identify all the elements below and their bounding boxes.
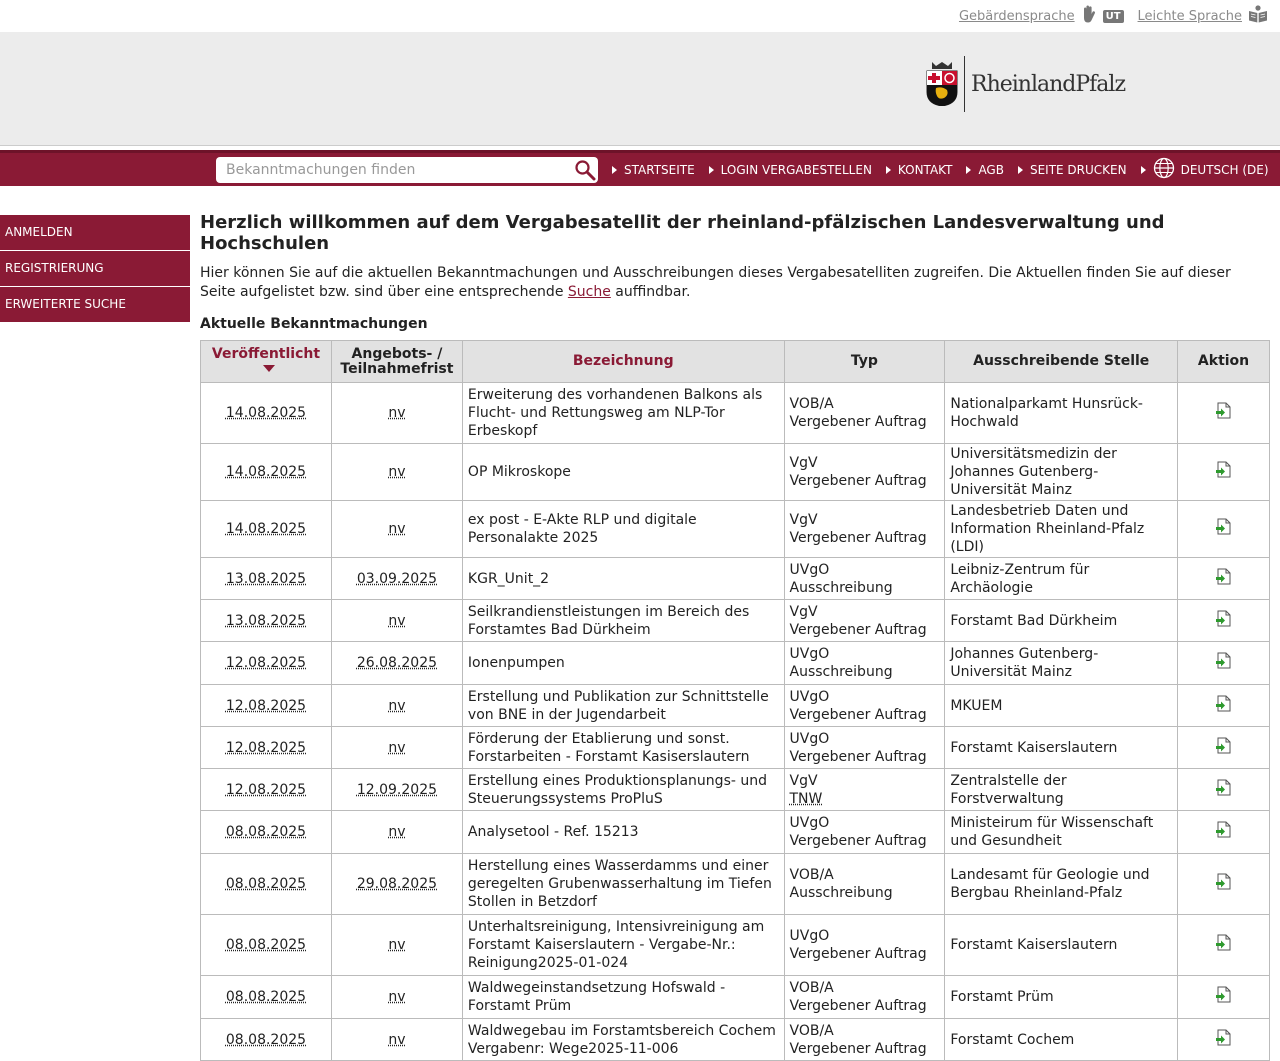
open-document-icon[interactable] (1215, 779, 1232, 801)
cell-deadline (331, 501, 462, 558)
cell-type (784, 444, 945, 501)
cell-deadline (331, 976, 462, 1019)
procedure-type: UVgO (789, 928, 830, 944)
procedure-status: Vergebener Auftrag (789, 621, 927, 638)
cell-published (201, 769, 332, 811)
cell-authority: Universitätsmedizin der Johannes Gutenberg-Universität Mainz (945, 444, 1178, 501)
column-header-type[interactable]: Typ (784, 341, 945, 383)
published-date: 08.08.2025 (225, 937, 307, 953)
procedure-type: VOB/A (789, 396, 834, 412)
logo-text: RheinlandPfalz (971, 71, 1126, 97)
hand-icon (1081, 5, 1097, 27)
deadline-date: 12.09.2025 (356, 781, 438, 798)
cell-deadline (331, 854, 462, 915)
cell-type (784, 915, 945, 976)
main-navbar (0, 150, 1280, 186)
cell-action (1178, 685, 1270, 727)
nav-links (612, 153, 1280, 186)
logo-divider (964, 56, 965, 112)
main-content (200, 212, 1270, 1061)
cell-authority: Nationalparkamt Hunsrück-Hochwald (945, 383, 1178, 444)
cell-published (201, 501, 332, 558)
cell-title[interactable]: Unterhaltsreinigung, Intensivreinigung am Forstamt Kaiserslautern - Vergabe-Nr.: Reinigung2025-01-024 (462, 915, 784, 976)
table-header-row (201, 341, 1270, 383)
cell-action (1178, 769, 1270, 811)
procedure-type: UVgO (789, 730, 830, 747)
cell-action (1178, 600, 1270, 642)
cell-action (1178, 501, 1270, 558)
procedure-status: Vergebener Auftrag (789, 748, 927, 765)
table-row (201, 685, 1270, 727)
cell-action (1178, 811, 1270, 854)
deadline-date: nv (388, 937, 406, 953)
procedure-type: VgV (789, 603, 818, 620)
search-link[interactable]: Suche (567, 284, 611, 300)
table-row (201, 600, 1270, 642)
published-date: 08.08.2025 (225, 989, 307, 1005)
globe-icon (1153, 157, 1175, 182)
cell-deadline (331, 1019, 462, 1061)
published-date: 08.08.2025 (225, 824, 307, 840)
cell-deadline (331, 444, 462, 501)
procedure-status: Vergebener Auftrag (789, 946, 927, 962)
cell-type (784, 685, 945, 727)
deadline-date: nv (388, 697, 406, 714)
open-document-icon[interactable] (1215, 518, 1232, 540)
cell-published (201, 915, 332, 976)
arrow-right-icon (1141, 166, 1146, 174)
cell-authority: Landesbetrieb Daten und Information Rheinland-Pfalz (LDI) (945, 501, 1178, 558)
cell-published (201, 600, 332, 642)
arrow-right-icon (612, 166, 617, 174)
sort-desc-icon (263, 365, 275, 372)
cell-action (1178, 727, 1270, 769)
procedure-type: VgV (789, 772, 818, 789)
deadline-date: 29.08.2025 (356, 876, 438, 892)
published-date: 14.08.2025 (225, 405, 307, 421)
cell-title[interactable]: KGR_Unit_2 (462, 558, 784, 600)
cell-action (1178, 976, 1270, 1019)
cell-action (1178, 854, 1270, 915)
cell-deadline (331, 727, 462, 769)
sign-language-link-group[interactable] (959, 5, 1124, 27)
coat-of-arms-icon (926, 62, 958, 106)
search-box (216, 157, 598, 183)
nav-item-login[interactable]: LOGIN VERGABESTELLEN (709, 163, 872, 177)
cell-authority: Forstamt Prüm (945, 976, 1178, 1019)
cell-authority: Forstamt Kaiserslautern (945, 727, 1178, 769)
procedure-type: VOB/A (789, 867, 834, 883)
cell-type (784, 1019, 945, 1061)
open-document-icon[interactable] (1215, 821, 1232, 843)
cell-title[interactable]: Waldwegebau im Forstamtsbereich Cochem Vergabenr: Wege2025-11-006 (462, 1019, 784, 1061)
procedure-status: Vergebener Auftrag (789, 1040, 927, 1057)
section-title: Aktuelle Bekanntmachungen (200, 316, 428, 332)
cell-title[interactable]: Analysetool - Ref. 15213 (462, 811, 784, 854)
table-row (201, 976, 1270, 1019)
table-row (201, 727, 1270, 769)
utility-bar (0, 0, 1280, 32)
deadline-date: nv (388, 464, 406, 480)
cell-title[interactable]: Waldwegeinstandsetzung Hofswald - Forstamt Prüm (462, 976, 784, 1019)
site-logo[interactable] (926, 56, 1125, 112)
cell-title[interactable]: Ionenpumpen (462, 642, 784, 685)
cell-action (1178, 444, 1270, 501)
column-header-action: Aktion (1178, 341, 1270, 383)
procedure-status: Vergebener Auftrag (789, 998, 927, 1014)
open-document-icon[interactable] (1215, 652, 1232, 674)
cell-authority: Forstamt Kaiserslautern (945, 915, 1178, 976)
procedure-status: Vergebener Auftrag (789, 414, 927, 430)
cell-title[interactable]: OP Mikroskope (462, 444, 784, 501)
deadline-date: nv (388, 1031, 406, 1048)
published-date: 12.08.2025 (225, 781, 307, 798)
published-date: 13.08.2025 (225, 570, 307, 587)
published-date: 12.08.2025 (225, 655, 307, 671)
cell-title[interactable]: Erstellung eines Produktionsplanungs- und Steuerungssystems ProPluS (462, 769, 784, 811)
cell-action (1178, 383, 1270, 444)
procedure-type: UVgO (789, 561, 830, 578)
cell-action (1178, 558, 1270, 600)
open-document-icon[interactable] (1215, 1029, 1232, 1051)
cell-type (784, 727, 945, 769)
open-document-icon[interactable] (1215, 695, 1232, 717)
easy-language-link[interactable]: Leichte Sprache (1137, 8, 1242, 24)
cell-type (784, 642, 945, 685)
open-document-icon[interactable] (1215, 737, 1232, 759)
site-header (0, 32, 1280, 146)
cell-published (201, 976, 332, 1019)
open-document-icon[interactable] (1215, 986, 1232, 1008)
cell-action (1178, 642, 1270, 685)
cell-published (201, 558, 332, 600)
table-row (201, 444, 1270, 501)
open-document-icon[interactable] (1215, 402, 1232, 424)
table-row (201, 1019, 1270, 1061)
language-selector[interactable]: DEUTSCH (DE) (1141, 157, 1280, 182)
procedure-type: UVgO (789, 688, 830, 705)
cell-type (784, 558, 945, 600)
table-row (201, 501, 1270, 558)
cell-published (201, 642, 332, 685)
open-document-icon[interactable] (1215, 873, 1232, 895)
cell-title[interactable]: ex post - E-Akte RLP und digitale Personalakte 2025 (462, 501, 784, 558)
cell-title[interactable]: Förderung der Etablierung und sonst. Forstarbeiten - Forstamt Kasiserslautern (462, 727, 784, 769)
cell-deadline (331, 383, 462, 444)
cell-authority: Landesamt für Geologie und Bergbau Rheinland-Pfalz (945, 854, 1178, 915)
deadline-date: nv (388, 824, 406, 840)
cell-type (784, 600, 945, 642)
cell-deadline (331, 685, 462, 727)
cell-title[interactable]: Seilkrandienstleistungen im Bereich des Forstamtes Bad Dürkheim (462, 600, 784, 642)
announcements-table (200, 340, 1270, 1061)
procedure-type: VgV (789, 455, 818, 471)
cell-deadline (331, 642, 462, 685)
nav-item-kontakt[interactable]: KONTAKT (886, 163, 953, 177)
cell-published (201, 444, 332, 501)
procedure-type: VOB/A (789, 980, 834, 996)
cell-authority: Johannes Gutenberg-Universität Mainz (945, 642, 1178, 685)
cell-deadline (331, 558, 462, 600)
cell-authority: Forstamt Cochem (945, 1019, 1178, 1061)
cell-authority: MKUEM (945, 685, 1178, 727)
cell-type (784, 383, 945, 444)
nav-item-startseite[interactable]: STARTSEITE (612, 163, 695, 177)
sign-language-link[interactable]: Gebärdensprache (958, 8, 1075, 24)
cell-type (784, 501, 945, 558)
cell-published (201, 1019, 332, 1061)
deadline-date: 26.08.2025 (356, 655, 438, 671)
cell-authority: Forstamt Bad Dürkheim (945, 600, 1178, 642)
cell-type (784, 976, 945, 1019)
column-header-authority[interactable]: Ausschreibende Stelle (945, 341, 1178, 383)
sidebar-item-anmelden[interactable]: ANMELDEN (0, 215, 190, 250)
cell-published (201, 854, 332, 915)
deadline-date: nv (388, 989, 406, 1005)
procedure-status: Ausschreibung (789, 579, 893, 596)
cell-title[interactable]: Erweiterung des vorhandenen Balkons als Flucht- und Rettungsweg am NLP-Tor Erbeskopf (462, 383, 784, 444)
cell-action (1178, 1019, 1270, 1061)
published-date: 08.08.2025 (225, 1031, 307, 1048)
table-row (201, 769, 1270, 811)
cell-type (784, 854, 945, 915)
arrow-right-icon (1018, 166, 1023, 174)
deadline-date: 03.09.2025 (356, 570, 438, 587)
procedure-type: VOB/A (789, 1022, 834, 1039)
procedure-status: Vergebener Auftrag (789, 706, 927, 723)
procedure-type: UVgO (789, 815, 830, 831)
open-document-icon[interactable] (1215, 461, 1232, 483)
cell-authority: Ministeirum für Wissenschaft und Gesundheit (945, 811, 1178, 854)
nav-item-print[interactable]: SEITE DRUCKEN (1018, 163, 1127, 177)
cell-published (201, 727, 332, 769)
deadline-date: nv (388, 405, 406, 421)
sidebar (0, 215, 190, 323)
sidebar-item-registrierung[interactable]: REGISTRIERUNG (0, 251, 190, 286)
cell-deadline (331, 811, 462, 854)
published-date: 12.08.2025 (225, 697, 307, 714)
cell-action (1178, 915, 1270, 976)
column-header-published[interactable]: Veröffentlicht (201, 341, 332, 383)
deadline-date: nv (388, 612, 406, 629)
search-input[interactable] (216, 158, 572, 182)
table-row (201, 383, 1270, 444)
published-date: 13.08.2025 (225, 612, 307, 629)
arrow-right-icon (966, 166, 971, 174)
ut-badge: UT (1103, 10, 1124, 23)
cell-published (201, 685, 332, 727)
published-date: 14.08.2025 (225, 521, 307, 537)
table-row (201, 811, 1270, 854)
procedure-status: TNW (789, 790, 823, 807)
sidebar-item-erweiterte-suche[interactable]: ERWEITERTE SUCHE (0, 287, 190, 322)
published-date: 12.08.2025 (225, 739, 307, 756)
procedure-type: VgV (789, 512, 818, 528)
book-reader-icon (1248, 5, 1268, 27)
procedure-status: Vergebener Auftrag (789, 473, 927, 489)
column-header-deadline[interactable]: Angebots- / Teilnahmefrist (331, 341, 462, 383)
deadline-date: nv (388, 739, 406, 756)
table-row (201, 854, 1270, 915)
cell-type (784, 811, 945, 854)
open-document-icon[interactable] (1215, 568, 1232, 590)
cell-title[interactable]: Herstellung eines Wasserdamms und einer geregelten Grubenwasserhaltung im Tiefen Stollen in Betzdorf (462, 854, 784, 915)
table-row (201, 915, 1270, 976)
published-date: 08.08.2025 (225, 876, 307, 892)
column-header-title[interactable]: Bezeichnung (462, 341, 784, 383)
published-date: 14.08.2025 (225, 464, 307, 480)
table-row (201, 558, 1270, 600)
cell-title[interactable]: Erstellung und Publikation zur Schnittstelle von BNE in der Jugendarbeit (462, 685, 784, 727)
table-row (201, 642, 1270, 685)
procedure-status: Vergebener Auftrag (789, 833, 927, 849)
cell-authority: Leibniz-Zentrum für Archäologie (945, 558, 1178, 600)
cell-authority: Zentralstelle der Forstverwaltung (945, 769, 1178, 811)
deadline-date: nv (388, 521, 406, 537)
procedure-status: Vergebener Auftrag (789, 530, 927, 546)
open-document-icon[interactable] (1215, 934, 1232, 956)
procedure-status: Ausschreibung (789, 885, 893, 901)
arrow-right-icon (709, 166, 714, 174)
open-document-icon[interactable] (1215, 610, 1232, 632)
easy-language-link-group[interactable] (1138, 5, 1268, 27)
cell-published (201, 811, 332, 854)
cell-deadline (331, 769, 462, 811)
cell-published (201, 383, 332, 444)
nav-item-agb[interactable]: AGB (966, 163, 1004, 177)
search-icon[interactable] (572, 158, 598, 182)
arrow-right-icon (886, 166, 891, 174)
cell-deadline (331, 915, 462, 976)
procedure-type: UVgO (789, 646, 830, 662)
procedure-status: Ausschreibung (789, 664, 893, 680)
cell-deadline (331, 600, 462, 642)
intro-text: Hier können Sie auf die aktuellen Bekanntmachungen und Ausschreibungen dieses Vergabesatelliten zugreifen. Die Aktuellen finden Sie auf dieser Seite aufgelistet bzw. sind über eine entsprechende Suche auffindbar. (200, 265, 1231, 300)
page-title: Herzlich willkommen auf dem Vergabesatellit der rheinland-pfälzischen Landesverwaltung und Hochschulen (200, 212, 1165, 254)
cell-type (784, 769, 945, 811)
